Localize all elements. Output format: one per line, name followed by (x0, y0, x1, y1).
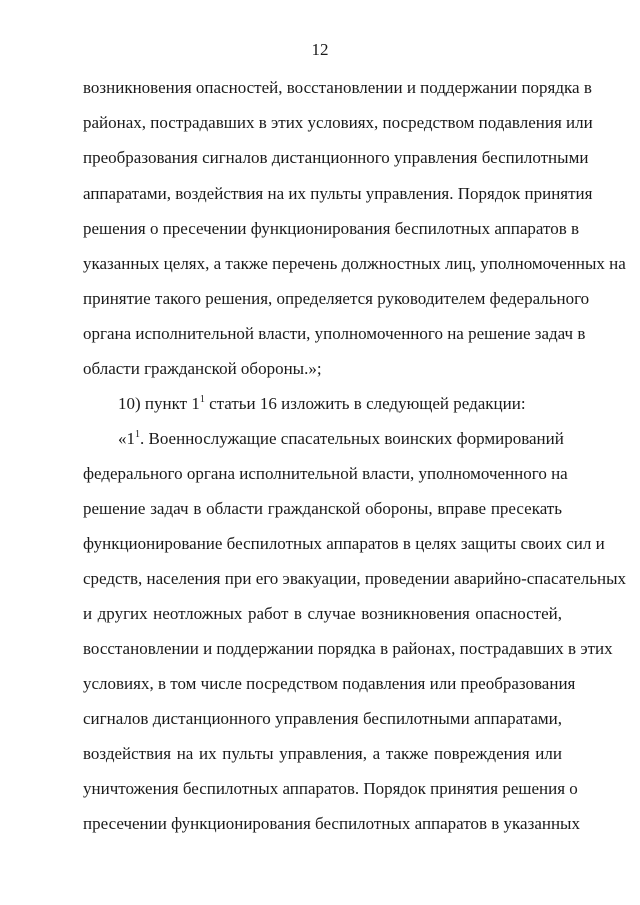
clause-start-line (118, 428, 562, 450)
superscript: 1 (135, 429, 140, 440)
text-line: федерального органа исполнительной власти, уполномоченного на (83, 464, 568, 483)
text-line: средств, населения при его эвакуации, проведении аварийно-спасательных (83, 569, 627, 588)
text-line: пресечении функционирования беспилотных аппаратов в указанных (83, 814, 580, 833)
amendment-heading-suffix: статьи 16 изложить в следующей редакции: (204, 394, 526, 413)
clause-start-text: . Военнослужащие спасательных воинских формирований (140, 429, 564, 448)
text-line: возникновения опасностей, восстановлении и поддержании порядка в (83, 78, 592, 97)
text-line: функционирование беспилотных аппаратов в целях защиты своих сил и (83, 534, 605, 553)
superscript: 1 (199, 394, 205, 405)
text-line: сигналов дистанционного управления беспилотными аппаратами, (83, 709, 562, 728)
text-line: решения о пресечении функционирования беспилотных аппаратов в (83, 219, 579, 238)
text-line: восстановлении и поддержании порядка в районах, пострадавших в этих (83, 639, 613, 658)
text-line: преобразования сигналов дистанционного управления беспилотными (83, 148, 589, 167)
text-line: воздействия на их пульты управления, а также повреждения или (83, 744, 562, 763)
text-line: органа исполнительной власти, уполномоченного на решение задач в (83, 324, 586, 343)
text-line: уничтожения беспилотных аппаратов. Порядок принятия решения о (83, 779, 578, 798)
clause-number-prefix: «1 (118, 429, 135, 448)
page-number: 12 (311, 40, 329, 59)
text-line: районах, пострадавших в этих условиях, посредством подавления или (83, 113, 593, 132)
amendment-heading-prefix: 10) пункт 1 (118, 394, 200, 413)
text-line: условиях, в том числе посредством подавления или преобразования (83, 674, 576, 693)
text-line: указанных целях, а также перечень должностных лиц, уполномоченных на (83, 254, 626, 273)
amendment-heading (118, 393, 562, 415)
text-line: аппаратами, воздействия на их пульты управления. Порядок принятия (83, 184, 593, 203)
text-line: и других неотложных работ в случае возникновения опасностей, (83, 604, 562, 623)
text-line: решение задач в области гражданской обороны, вправе пресекать (83, 499, 562, 518)
text-line: области гражданской обороны.»; (83, 359, 322, 378)
text-line: принятие такого решения, определяется руководителем федерального (83, 289, 590, 308)
